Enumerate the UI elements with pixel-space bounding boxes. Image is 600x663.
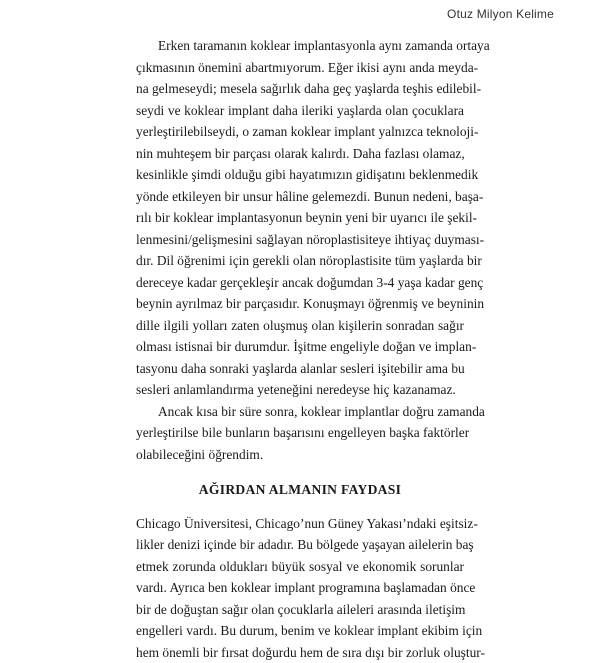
text-line: likler denizi içinde bir adadır. Bu bölgede yaşayan ailelerin baş bbox=[136, 534, 464, 556]
text-line: olması istisnai bir durumdur. İşitme engeliyle doğan ve implan- bbox=[136, 336, 464, 358]
text-line: rılı bir koklear implantasyonun beynin yeni bir uyarıcı ile şekil- bbox=[136, 207, 464, 229]
text-line: sesleri anlamlandırma yeteneğini neredeyse hiç kazanamaz. bbox=[136, 379, 464, 401]
text-line: nin muhteşem bir parçası olarak kalırdı. Daha fazlası olamaz, bbox=[136, 143, 464, 165]
paragraph-2 bbox=[136, 401, 464, 466]
text-line: kesinlikle şimdi olduğu gibi hayatımızın gidişatını beklenmedik bbox=[136, 164, 464, 186]
section-paragraph bbox=[136, 513, 464, 663]
text-line: çıkmasının önemini abartmıyorum. Eğer ikisi aynı anda meyda- bbox=[136, 57, 464, 79]
text-line: vardı. Ayrıca ben koklear implant programına başlamadan önce bbox=[136, 577, 464, 599]
text-line: hem önemli bir fırsat doğurdu hem de sıra dışı bir zorluk oluştur- bbox=[136, 642, 464, 663]
text-line: yönde etkileyen bir unsur hâline gelemezdi. Bunun nedeni, başa- bbox=[136, 186, 464, 208]
text-line: Ancak kısa bir süre sonra, koklear implantlar doğru zamanda bbox=[136, 401, 464, 423]
text-line: yerleştirilebilseydi, o zaman koklear implant yalnızca teknoloji- bbox=[136, 121, 464, 143]
text-line: yerleştirilse bile bunların başarısını engelleyen başka faktörler bbox=[136, 422, 464, 444]
text-line: tasyonu daha sonraki yaşlarda alanlar sesleri işitebilir ama bu bbox=[136, 358, 464, 380]
paragraph-1 bbox=[136, 35, 464, 401]
text-line: na gelmeseydi; mesela sağırlık daha geç yaşlarda teşhis edilebil- bbox=[136, 78, 464, 100]
text-line: etmek zorunda oldukları büyük sosyal ve ekonomik sorunlar bbox=[136, 556, 464, 578]
text-line: lenmesini/gelişmesini sağlayan nöroplastisiteye ihtiyaç duyması- bbox=[136, 229, 464, 251]
running-header: Otuz Milyon Kelime bbox=[447, 7, 554, 21]
text-line: seydi ve koklear implant daha ileriki yaşlarda olan çocuklara bbox=[136, 100, 464, 122]
text-line: dır. Dil öğrenimi için gerekli olan nöroplastisite tüm yaşlarda bir bbox=[136, 250, 464, 272]
text-line: dereceye kadar gerçekleşir ancak doğumdan 3-4 yaşa kadar genç bbox=[136, 272, 464, 294]
text-line: bir de doğuştan sağır olan çocuklarla aileleri arasında iletişim bbox=[136, 599, 464, 621]
text-line: beynin ayrılmaz bir parçasıdır. Konuşmayı öğrenmiş ve beyninin bbox=[136, 293, 464, 315]
section-heading: AĞIRDAN ALMANIN FAYDASI bbox=[136, 479, 464, 501]
text-line: Erken taramanın koklear implantasyonla aynı zamanda ortaya bbox=[136, 35, 464, 57]
text-line: dille ilgili yolları zaten oluşmuş olan kişilerin sonradan sağır bbox=[136, 315, 464, 337]
body-text bbox=[136, 35, 464, 663]
text-line: Chicago Üniversitesi, Chicago’nun Güney Yakası’ndaki eşitsiz- bbox=[136, 513, 464, 535]
text-line: olabileceğini öğrendim. bbox=[136, 444, 464, 466]
text-line: engelleri vardı. Bu durum, benim ve koklear implant ekibim için bbox=[136, 620, 464, 642]
